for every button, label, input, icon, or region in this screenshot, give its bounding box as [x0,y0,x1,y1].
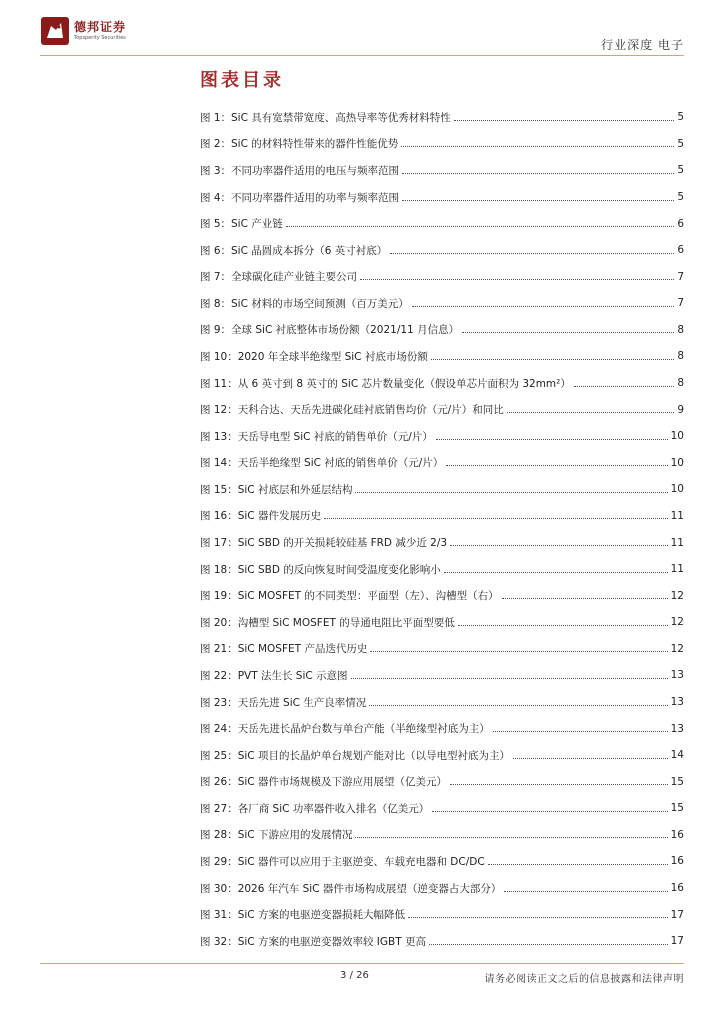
toc-entry-label: 图 21：SiC MOSFET 产品迭代历史 [200,643,368,656]
toc-entry-page: 11 [670,536,684,549]
toc-entry-label: 图 6：SiC 晶圆成本拆分（6 英寸衬底） [200,244,388,257]
toc-entry-label: 图 30：2026 年汽车 SiC 器件市场构成展望（逆变器占大部分） [200,882,502,895]
toc-entry[interactable] [200,822,684,849]
toc-entry[interactable] [200,928,684,955]
toc-entry-label: 图 19：SiC MOSFET 的不同类型：平面型（左）、沟槽型（右） [200,590,499,603]
toc-entry[interactable] [200,450,684,477]
toc-entry-label: 图 4：不同功率器件适用的功率与频率范围 [200,191,400,204]
toc-entry-label: 图 5：SiC 产业链 [200,218,283,231]
toc-entry[interactable] [200,715,684,742]
toc-leader-dots [436,439,668,440]
toc-leader-dots [450,545,668,546]
toc-leader-dots [324,518,668,519]
toc-leader-dots [493,731,668,732]
toc-leader-dots [446,465,667,466]
toc-entry-page: 14 [670,749,684,762]
toc-leader-dots [574,386,674,387]
toc-entry-label: 图 29：SiC 器件可以应用于主驱逆变、车载充电器和 DC/DC [200,855,485,868]
toc-entry-label: 图 9：全球 SiC 衬底整体市场份额（2021/11 月信息） [200,324,460,337]
toc-entry-page: 5 [677,111,684,124]
toc-entry[interactable] [200,609,684,636]
toc-entry[interactable] [200,184,684,211]
toc-entry-label: 图 25：SiC 项目的长晶炉单台规划产能对比（以导电型衬底为主） [200,749,510,762]
toc-entry-page: 16 [670,828,684,841]
toc-entry-label: 图 12：天科合达、天岳先进碳化硅衬底销售均价（元/片）和同比 [200,404,504,417]
toc-entry[interactable] [200,689,684,716]
toc-leader-dots [504,891,667,892]
toc-leader-dots [369,705,667,706]
toc-leader-dots [390,253,674,254]
toc-leader-dots [488,864,668,865]
toc-entry-page: 10 [670,456,684,469]
toc-leader-dots [513,758,668,759]
toc-entry-label: 图 32：SiC 方案的电驱逆变器效率较 IGBT 更高 [200,935,426,948]
toc-leader-dots [507,412,675,413]
toc-leader-dots [360,279,674,280]
toc-leader-dots [402,200,674,201]
toc-entry-label: 图 15：SiC 衬底层和外延层结构 [200,483,353,496]
toc-entry[interactable] [200,157,684,184]
toc-entry[interactable] [200,423,684,450]
toc-list [200,104,684,955]
toc-entry-page: 10 [670,430,684,443]
toc-leader-dots [370,651,667,652]
toc-leader-dots [454,120,675,121]
toc-entry[interactable] [200,636,684,663]
toc-entry[interactable] [200,343,684,370]
toc-entry[interactable] [200,476,684,503]
toc-entry-label: 图 11：从 6 英寸到 8 英寸的 SiC 芯片数量变化（假设单芯片面积为 32mm²） [200,377,571,390]
toc-entry[interactable] [200,529,684,556]
toc-leader-dots [408,917,668,918]
toc-entry[interactable] [200,370,684,397]
toc-entry[interactable] [200,556,684,583]
toc-leader-dots [432,811,667,812]
toc-entry-page: 5 [677,164,684,177]
legal-disclaimer: 请务必阅读正文之后的信息披露和法律声明 [484,974,684,985]
toc-leader-dots [444,572,668,573]
toc-leader-dots [450,784,668,785]
toc-leader-dots [502,598,668,599]
toc-leader-dots [401,146,674,147]
toc-entry-label: 图 26：SiC 器件市场规模及下游应用展望（亿美元） [200,776,447,789]
toc-entry-page: 8 [677,323,684,336]
toc-entry-page: 13 [670,669,684,682]
toc-entry[interactable] [200,237,684,264]
toc-entry[interactable] [200,662,684,689]
toc-leader-dots [355,492,667,493]
toc-entry-label: 图 3：不同功率器件适用的电压与频率范围 [200,164,400,177]
toc-entry[interactable] [200,290,684,317]
toc-entry-label: 图 16：SiC 器件发展历史 [200,510,321,523]
toc-leader-dots [286,226,675,227]
toc-entry[interactable] [200,875,684,902]
toc-entry-page: 15 [670,802,684,815]
toc-entry-page: 11 [670,563,684,576]
toc-entry[interactable] [200,795,684,822]
toc-entry-label: 图 20：沟槽型 SiC MOSFET 的导通电阻比平面型要低 [200,616,455,629]
toc-entry-label: 图 18：SiC SBD 的反向恢复时间受温度变化影响小 [200,563,441,576]
toc-entry-label: 图 14：天岳半绝缘型 SiC 衬底的销售单价（元/片） [200,457,444,470]
toc-entry-page: 13 [670,696,684,708]
toc-entry-label: 图 2：SiC 的材料特性带来的器件性能优势 [200,138,399,151]
toc-entry-label: 图 10：2020 年全球半绝缘型 SiC 衬底市场份额 [200,350,428,363]
toc-leader-dots [351,678,668,679]
toc-entry[interactable] [200,210,684,237]
toc-entry[interactable] [200,768,684,795]
toc-entry-page: 17 [670,908,684,921]
toc-entry-label: 图 13：天岳导电型 SiC 衬底的销售单价（元/片） [200,430,433,443]
toc-entry-label: 图 1：SiC 具有宽禁带宽度、高热导率等优秀材料特性 [200,111,451,124]
toc-entry-page: 12 [670,589,684,602]
toc-entry-page: 13 [670,722,684,735]
toc-entry-page: 5 [677,191,684,204]
toc-leader-dots [402,173,674,174]
logo-icon [40,16,70,46]
toc-entry-label: 图 7：全球碳化硅产业链主要公司 [200,271,358,284]
toc-entry[interactable] [200,396,684,423]
toc-entry-label: 图 24：天岳先进长晶炉台数与单台产能（半绝缘型衬底为主） [200,723,490,736]
toc-leader-dots [355,837,667,838]
toc-entry-page: 17 [670,935,684,948]
toc-leader-dots [462,332,674,333]
toc-entry-page: 10 [670,483,684,496]
toc-entry-label: 图 17：SiC SBD 的开关损耗较硅基 FRD 减少近 2/3 [200,537,448,550]
toc-leader-dots [429,944,668,945]
toc-entry-label: 图 27：各厂商 SiC 功率器件收入排名（亿美元） [200,802,430,815]
toc-entry-page: 5 [677,137,684,150]
toc-leader-dots [458,625,668,626]
toc-entry-page: 16 [670,882,684,895]
toc-entry-page: 15 [670,775,684,788]
toc-entry-page: 7 [677,270,684,283]
logo-name-en: Topsperity Securities [74,35,126,41]
toc-leader-dots [431,359,674,360]
toc-entry[interactable] [200,848,684,875]
toc-entry[interactable] [200,263,684,290]
report-category: 行业深度 电子 [601,38,684,52]
toc-entry[interactable] [200,742,684,769]
toc-entry-page: 11 [670,509,684,522]
toc-title: 图表目录 [200,70,284,91]
company-logo [40,16,126,46]
footer-divider [40,963,684,964]
toc-entry-page: 6 [677,217,684,230]
toc-entry-label: 图 22：PVT 法生长 SiC 示意图 [200,669,348,682]
toc-entry-label: 图 23：天岳先进 SiC 生产良率情况 [200,696,367,709]
toc-entry-page: 7 [677,297,684,310]
toc-entry-label: 图 8：SiC 材料的市场空间预测（百万美元） [200,297,409,310]
toc-entry[interactable] [200,104,684,131]
toc-entry[interactable] [200,503,684,530]
toc-entry-page: 16 [670,855,684,868]
toc-entry-page: 12 [670,642,684,655]
toc-entry-page: 9 [677,403,684,416]
toc-entry-page: 8 [677,377,684,390]
toc-entry-label: 图 31：SiC 方案的电驱逆变器损耗大幅降低 [200,909,405,922]
toc-leader-dots [412,306,675,307]
toc-entry[interactable] [200,582,684,609]
header-divider [40,55,684,56]
toc-entry-page: 8 [677,350,684,363]
toc-entry[interactable] [200,901,684,928]
page-number: 3 / 26 [340,970,369,981]
logo-name-cn: 德邦证券 [74,20,127,34]
toc-entry[interactable] [200,317,684,344]
toc-entry-page: 12 [670,616,684,629]
toc-entry-label: 图 28：SiC 下游应用的发展情况 [200,829,353,842]
toc-entry-page: 6 [677,244,684,257]
toc-entry[interactable] [200,131,684,158]
